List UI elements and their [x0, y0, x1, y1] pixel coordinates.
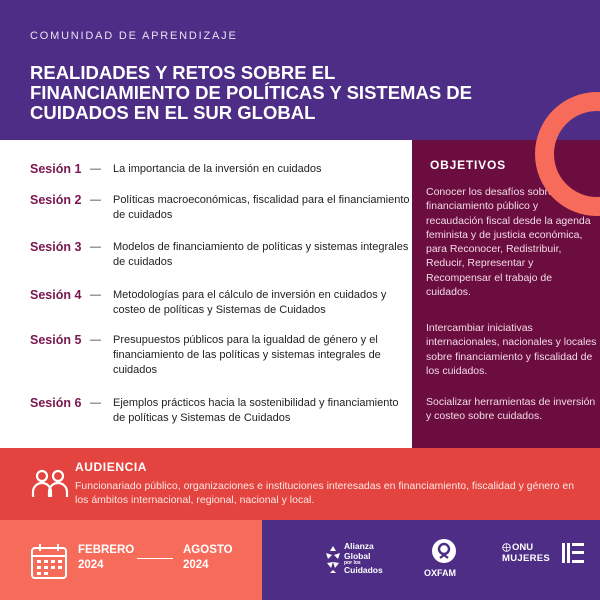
- start-month: FEBRERO: [78, 544, 135, 556]
- session-text: La importancia de la inversión en cuidados: [113, 163, 322, 175]
- objective-item: Socializar herramientas de inversión y costeo sobre cuidados.: [426, 396, 596, 423]
- header-banner: [0, 0, 600, 140]
- session-dash: —: [90, 334, 101, 346]
- session-item: [30, 162, 413, 177]
- session-text: Políticas macroeconómicas, fiscalidad para el financiamiento de cuidados: [113, 194, 410, 221]
- session-text: Modelos de financiamiento de políticas y sistemas integrales de cuidados: [113, 241, 409, 268]
- session-item: [30, 396, 413, 426]
- alianza-wordmark: [344, 542, 383, 576]
- un-globe-icon: [502, 543, 511, 552]
- mujeres-text: MUJERES: [502, 553, 551, 564]
- oxfam-mark-icon: [431, 538, 457, 564]
- session-text: Presupuestos públicos para la igualdad de género y el financiamiento de las políticas y sistemas integrales de cuidados: [113, 334, 381, 376]
- session-label: Sesión 6: [30, 396, 82, 410]
- alianza-line: Global: [344, 550, 371, 561]
- oxfam-logo: [422, 538, 462, 582]
- audience-banner: [0, 448, 600, 520]
- session-item: [30, 193, 413, 223]
- objectives-title: OBJETIVOS: [430, 158, 506, 172]
- alianza-line: Cuidados: [344, 565, 383, 575]
- session-item: [30, 240, 413, 270]
- alianza-line: Alianza: [344, 541, 374, 551]
- objective-item: Conocer los desafíos sobre financiamiento público y recaudación fiscal desde la agenda feminista y de justicia económica, para Reconocer, Redistribuir, Reducir, Representar y Recompensar el trabajo de cuidados.: [426, 186, 591, 299]
- session-item: [30, 333, 413, 378]
- dates-panel: [0, 520, 262, 600]
- session-label: Sesión 4: [30, 288, 82, 302]
- end-month: AGOSTO: [183, 544, 233, 556]
- page-title: REALIDADES Y RETOS SOBRE EL FINANCIAMIENTO DE POLÍTICAS Y SISTEMAS DE CUIDADOS EN EL SUR GLOBAL: [30, 62, 472, 123]
- audience-text: Funcionariado público, organizaciones e instituciones interesadas en financiamiento, fiscalidad y género en los ámbitos internacional, regional, nacional y local.: [75, 480, 575, 506]
- session-label: Sesión 1: [30, 162, 82, 176]
- partner-logos: [262, 520, 600, 600]
- end-date: [183, 543, 233, 573]
- alianza-mark-icon: [324, 544, 342, 574]
- session-text: Metodologías para el cálculo de inversión en cuidados y costeo de políticas y Sistemas de Cuidados: [113, 289, 387, 316]
- start-date: [78, 543, 134, 573]
- onu-text: ONU: [512, 542, 534, 553]
- sessions-list: [0, 140, 412, 448]
- session-dash: —: [90, 194, 101, 206]
- audience-title: AUDIENCIA: [75, 460, 148, 474]
- date-separator: [137, 558, 173, 559]
- session-text: Ejemplos prácticos hacia la sostenibilidad y financiamiento de políticas y Sistemas de Cuidados: [113, 397, 399, 424]
- session-label: Sesión 5: [30, 333, 82, 347]
- session-item: [30, 288, 413, 318]
- calendar-icon: [30, 542, 68, 580]
- onu-mujeres-mark-icon: [562, 543, 584, 563]
- people-icon: [30, 466, 70, 500]
- session-label: Sesión 3: [30, 240, 82, 254]
- session-label: Sesión 2: [30, 193, 82, 207]
- oxfam-wordmark: OXFAM: [424, 568, 457, 578]
- alianza-line: por los: [344, 560, 361, 566]
- objective-item: Intercambiar iniciativas internacionales, nacionales y locales sobre financiamiento y fiscalidad de los cuidados.: [426, 322, 597, 377]
- eyebrow-text: COMUNIDAD DE APRENDIZAJE: [30, 30, 238, 42]
- start-year: 2024: [78, 559, 104, 571]
- session-dash: —: [90, 397, 101, 409]
- end-year: 2024: [183, 559, 209, 571]
- session-dash: —: [90, 289, 101, 301]
- session-dash: —: [90, 241, 101, 253]
- onu-mujeres-logo: [502, 542, 586, 572]
- alianza-logo: [324, 542, 398, 576]
- session-dash: —: [90, 163, 101, 175]
